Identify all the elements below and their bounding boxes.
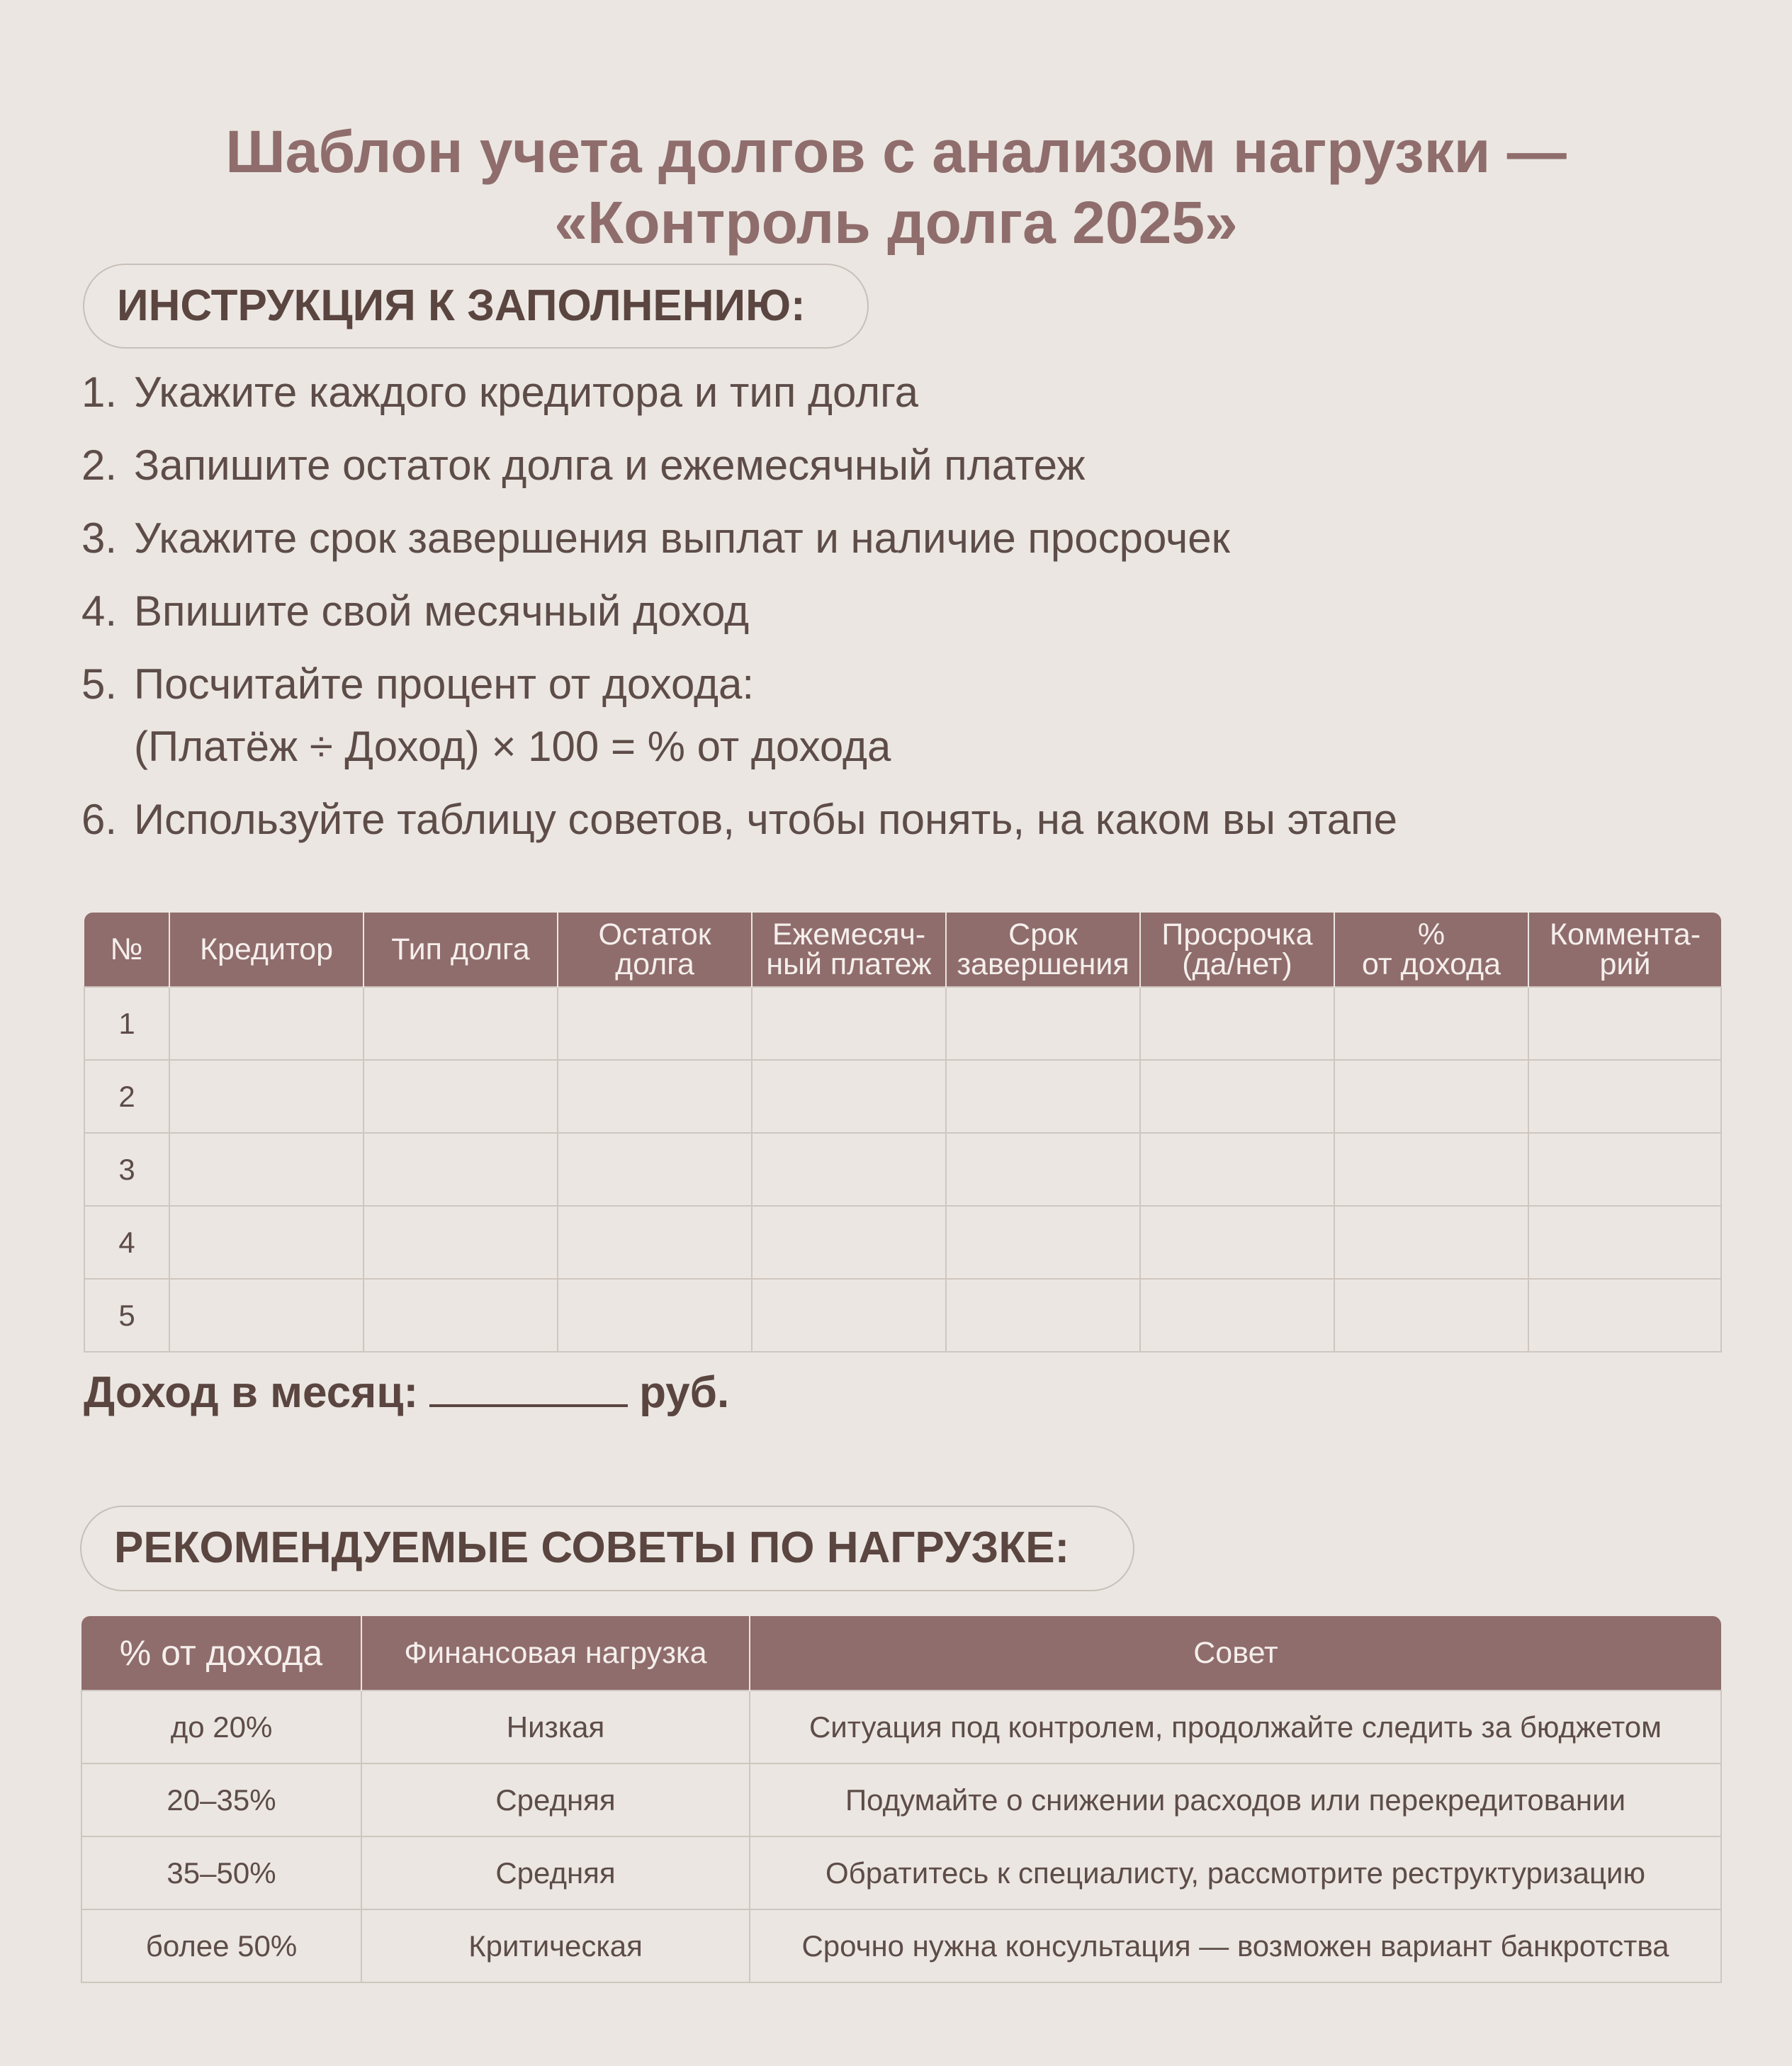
column-header-percent: % от дохода [81, 1616, 361, 1690]
overdue-cell[interactable] [1140, 1279, 1334, 1352]
monthly-income-line [84, 1367, 729, 1418]
percent-cell[interactable] [1334, 1060, 1528, 1133]
instruction-item [81, 507, 1397, 570]
creditor-cell[interactable] [169, 1206, 364, 1279]
debt-table-header-row [84, 913, 1721, 987]
debt-type-cell[interactable] [364, 1133, 558, 1206]
column-header-load: Финансовая нагрузка [361, 1616, 750, 1690]
overdue-cell[interactable] [1140, 1060, 1334, 1133]
instruction-text: Укажите каждого кредитора и тип долга [134, 368, 919, 416]
instructions-heading: ИНСТРУКЦИЯ К ЗАПОЛНЕНИЮ: [83, 264, 869, 349]
instruction-formula: (Платёж ÷ Доход) × 100 = % от дохода [134, 723, 891, 770]
instruction-item [81, 580, 1397, 643]
comment-cell[interactable] [1528, 1060, 1721, 1133]
percent-range: до 20% [81, 1690, 361, 1763]
tip-text: Срочно нужна консультация — возможен вариант банкротства [750, 1909, 1721, 1982]
end-date-cell[interactable] [946, 987, 1140, 1060]
creditor-cell[interactable] [169, 1060, 364, 1133]
percent-range: более 50% [81, 1909, 361, 1982]
payment-cell[interactable] [752, 1206, 946, 1279]
table-row [81, 1690, 1721, 1763]
end-date-cell[interactable] [946, 1060, 1140, 1133]
income-blank-field[interactable] [429, 1369, 628, 1407]
payment-cell[interactable] [752, 1279, 946, 1352]
row-number: 5 [84, 1279, 169, 1352]
tip-text: Обратитесь к специалисту, рассмотрите реструктуризацию [750, 1836, 1721, 1909]
instruction-text: Укажите срок завершения выплат и наличие просрочек [134, 514, 1230, 562]
creditor-cell[interactable] [169, 1133, 364, 1206]
column-header-end-date: Срок завершения [946, 913, 1140, 987]
column-header-monthly-payment: Ежемесяч- ный платеж [752, 913, 946, 987]
column-header-number: № [84, 913, 169, 987]
end-date-cell[interactable] [946, 1133, 1140, 1206]
table-row [81, 1909, 1721, 1982]
column-header-comment: Коммента- рий [1528, 913, 1721, 987]
end-date-cell[interactable] [946, 1206, 1140, 1279]
percent-range: 35–50% [81, 1836, 361, 1909]
column-header-overdue: Просрочка (да/нет) [1140, 913, 1334, 987]
balance-cell[interactable] [558, 987, 752, 1060]
table-row [81, 1836, 1721, 1909]
overdue-cell[interactable] [1140, 1206, 1334, 1279]
column-header-income-percent: % от дохода [1334, 913, 1528, 987]
advice-heading: РЕКОМЕНДУЕМЫЕ СОВЕТЫ ПО НАГРУЗКЕ: [80, 1506, 1134, 1591]
table-row [84, 1133, 1721, 1206]
row-number: 2 [84, 1060, 169, 1133]
instruction-text: Запишите остаток долга и ежемесячный платеж [134, 441, 1086, 489]
column-header-balance: Остаток долга [558, 913, 752, 987]
instruction-number: 5. [81, 660, 118, 708]
table-row [81, 1763, 1721, 1836]
instruction-number: 4. [81, 587, 118, 635]
creditor-cell[interactable] [169, 987, 364, 1060]
debt-type-cell[interactable] [364, 987, 558, 1060]
percent-cell[interactable] [1334, 1279, 1528, 1352]
percent-cell[interactable] [1334, 987, 1528, 1060]
balance-cell[interactable] [558, 1279, 752, 1352]
instruction-number: 2. [81, 441, 118, 489]
creditor-cell[interactable] [169, 1279, 364, 1352]
debt-table [84, 913, 1722, 1353]
load-level: Средняя [361, 1763, 750, 1836]
instruction-number: 6. [81, 796, 118, 843]
instruction-item [81, 789, 1397, 851]
balance-cell[interactable] [558, 1060, 752, 1133]
row-number: 4 [84, 1206, 169, 1279]
payment-cell[interactable] [752, 1060, 946, 1133]
title-line-2: «Контроль долга 2025» [554, 189, 1238, 256]
column-header-debt-type: Тип долга [364, 913, 558, 987]
page-title [0, 116, 1792, 258]
comment-cell[interactable] [1528, 1279, 1721, 1352]
load-level: Средняя [361, 1836, 750, 1909]
percent-cell[interactable] [1334, 1133, 1528, 1206]
balance-cell[interactable] [558, 1206, 752, 1279]
table-row [84, 1279, 1721, 1352]
column-header-tip: Совет [750, 1616, 1721, 1690]
advice-table [81, 1616, 1722, 1983]
debt-type-cell[interactable] [364, 1206, 558, 1279]
income-label: Доход в месяц: [84, 1368, 419, 1417]
comment-cell[interactable] [1528, 987, 1721, 1060]
row-number: 1 [84, 987, 169, 1060]
percent-cell[interactable] [1334, 1206, 1528, 1279]
comment-cell[interactable] [1528, 1206, 1721, 1279]
column-header-creditor: Кредитор [169, 913, 364, 987]
payment-cell[interactable] [752, 1133, 946, 1206]
instruction-text: Посчитайте процент от дохода: [134, 660, 755, 708]
instruction-text: Впишите свой месячный доход [134, 587, 750, 635]
table-row [84, 1060, 1721, 1133]
debt-type-cell[interactable] [364, 1060, 558, 1133]
comment-cell[interactable] [1528, 1133, 1721, 1206]
instruction-item [81, 653, 1397, 778]
income-unit: руб. [639, 1368, 730, 1417]
instruction-text: Используйте таблицу советов, чтобы понять, на каком вы этапе [134, 796, 1398, 843]
balance-cell[interactable] [558, 1133, 752, 1206]
load-level: Критическая [361, 1909, 750, 1982]
load-level: Низкая [361, 1690, 750, 1763]
payment-cell[interactable] [752, 987, 946, 1060]
overdue-cell[interactable] [1140, 1133, 1334, 1206]
instructions-list [81, 361, 1397, 862]
table-row [84, 987, 1721, 1060]
instruction-number: 3. [81, 514, 118, 562]
tip-text: Ситуация под контролем, продолжайте следить за бюджетом [750, 1690, 1721, 1763]
tip-text: Подумайте о снижении расходов или перекредитовании [750, 1763, 1721, 1836]
instruction-item [81, 361, 1397, 424]
debt-type-cell[interactable] [364, 1279, 558, 1352]
end-date-cell[interactable] [946, 1279, 1140, 1352]
row-number: 3 [84, 1133, 169, 1206]
instruction-number: 1. [81, 368, 118, 416]
percent-range: 20–35% [81, 1763, 361, 1836]
title-line-1: Шаблон учета долгов с анализом нагрузки — [225, 118, 1567, 186]
table-row [84, 1206, 1721, 1279]
advice-table-header-row [81, 1616, 1721, 1690]
overdue-cell[interactable] [1140, 987, 1334, 1060]
instruction-item [81, 434, 1397, 497]
